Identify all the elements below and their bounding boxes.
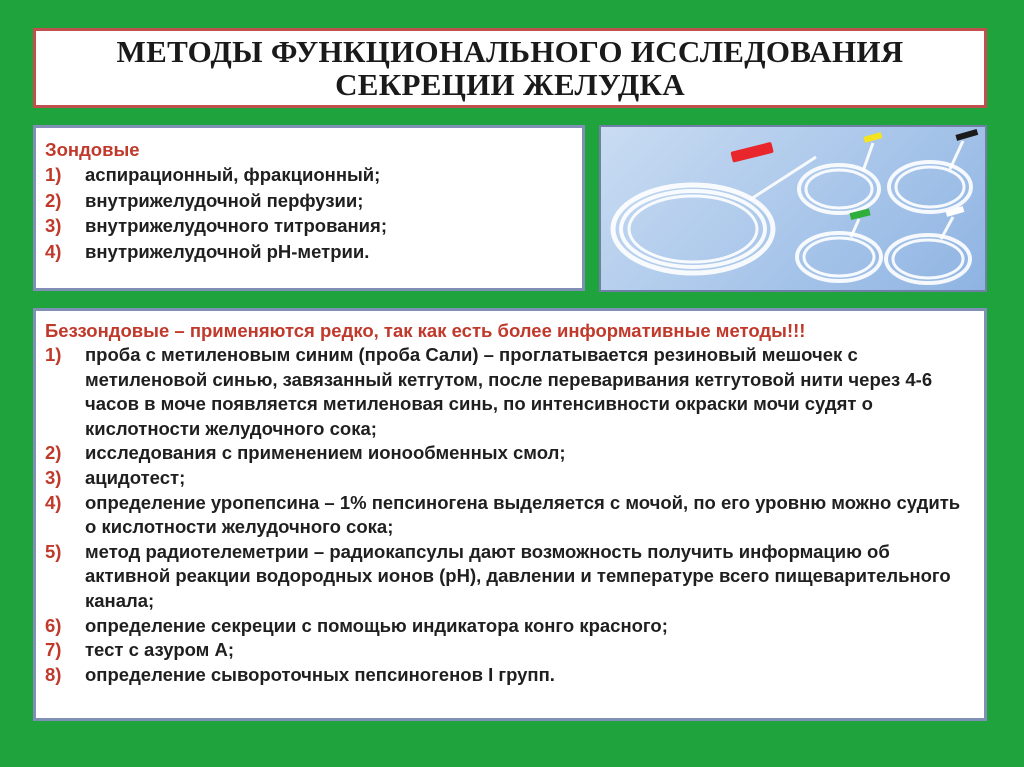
list-item-number: 4) [45, 491, 62, 513]
connector-red [730, 142, 773, 163]
list-item-text: ацидотест; [85, 466, 186, 488]
probeless-methods-list [45, 343, 976, 687]
list-item [45, 188, 574, 214]
tube-coil-green [797, 233, 881, 281]
list-item-number: 7) [45, 639, 62, 661]
slide-title-line-1: МЕТОДЫ ФУНКЦИОНАЛЬНОГО ИССЛЕДОВАНИЯ [116, 34, 904, 69]
list-item [45, 614, 976, 639]
list-item-number: 8) [45, 663, 62, 685]
list-item [45, 466, 976, 491]
connector-black [955, 129, 978, 141]
list-item-number: 6) [45, 614, 62, 636]
list-item-number: 4) [45, 240, 62, 262]
list-item [45, 213, 574, 239]
list-item-text: внутрижелудочной рН-метрии. [85, 240, 370, 262]
list-item-text: определение сывороточных пепсиногенов I групп. [85, 663, 555, 685]
probeless-methods-heading: Беззондовые – применяются редко, так как есть более информативные методы!!! [45, 320, 806, 341]
list-item [45, 540, 976, 614]
connector-yellow [863, 132, 882, 143]
probeless-methods-box [33, 308, 987, 721]
tube-coil-large [613, 185, 773, 273]
list-item-text: определение уропепсина – 1% пепсиногена выделяется с мочой, по его уровню можно судить о кислотности желудочного сока; [85, 491, 961, 538]
list-item [45, 162, 574, 188]
gastric-tubes-illustration [601, 127, 985, 290]
list-item [45, 491, 976, 540]
list-item-number: 2) [45, 442, 62, 464]
list-item-number: 1) [45, 164, 62, 185]
list-item-number: 5) [45, 540, 62, 562]
list-item-text: тест с азуром А; [85, 639, 235, 661]
list-item [45, 239, 574, 265]
list-item [45, 663, 976, 688]
probe-methods-list [45, 162, 574, 264]
list-item-text: метод радиотелеметрии – радиокапсулы дают возможность получить информацию об активной реакции водородных ионов (рН), давлении и температуре всего пищеварительного канала; [85, 540, 951, 611]
slide-title [33, 28, 987, 108]
list-item-number: 1) [45, 344, 62, 365]
list-item [45, 638, 976, 663]
gastric-tubes-image [599, 125, 987, 292]
list-item-text: определение секреции с помощью индикатора конго красного; [85, 614, 668, 636]
tube-coil-yellow [799, 165, 879, 213]
list-item-number: 3) [45, 215, 62, 236]
list-item-text: внутрижелудочной перфузии; [85, 189, 364, 211]
list-item-text: исследования с применением ионообменных смол; [85, 442, 566, 464]
list-item [45, 343, 976, 441]
probe-methods-box [33, 125, 585, 291]
tube-coil-black [889, 162, 971, 212]
slide-title-line-2: СЕКРЕЦИИ ЖЕЛУДКА [335, 67, 685, 102]
probe-methods-heading: Зондовые [45, 139, 140, 160]
list-item-number: 2) [45, 189, 62, 211]
list-item-number: 3) [45, 466, 62, 488]
tube-coil-white [886, 235, 970, 283]
list-item-text: проба с метиленовым синим (проба Сали) – проглатывается резиновый мешочек с метиленовой синью, завязанный кетгутом, после переваривания кетгутовой нити через 4-6 часов в моче появляется метиленовая синь, по интенсивности окраски мочи судят о кислотности желудочного сока; [85, 344, 933, 439]
list-item-text: аспирационный, фракционный; [85, 164, 381, 185]
list-item [45, 441, 976, 466]
list-item-text: внутрижелудочного титрования; [85, 215, 388, 236]
